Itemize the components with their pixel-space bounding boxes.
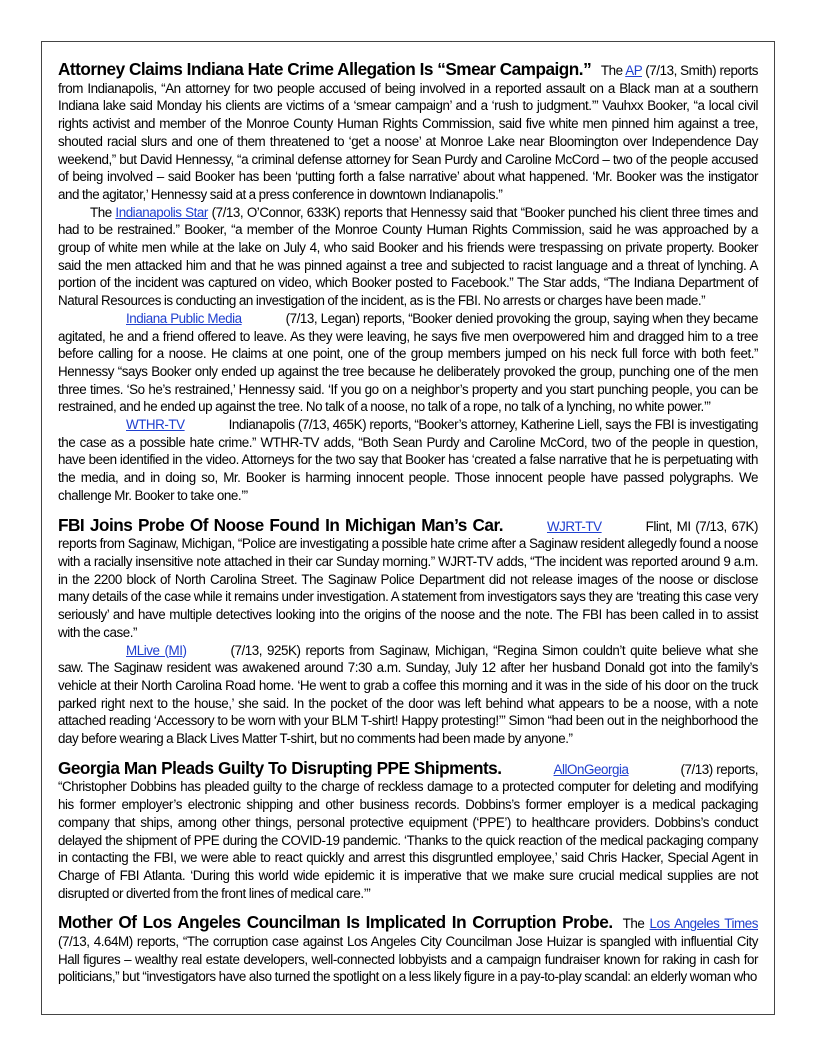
headline: Mother Of Los Angeles Councilman Is Implicated In Corruption Probe.	[58, 912, 613, 933]
source-link-indiana-public-media[interactable]: Indiana Public Media	[126, 310, 242, 326]
text: (7/13, O’Connor, 633K) reports that Hennessy said that “Booker punched his client three times and had to be restrained.” Booker, “a member of the Monroe County Human Rights Commission, said he was approached by a group of white men while at the lake on July 4, who said Booker and his friends were trespassing on private property. Booker said the men attacked him and that he was pinned against a tree and subjected to racist language and a threat of lynching. A portion of the incident was captured on video, which Booker posted to Facebook.” The Star adds, “The Indiana Department of Natural Resources is conducting an investigation of the incident, as is the FBI. No arrests or charges have been made.”	[58, 204, 758, 309]
source-link-wthr-tv[interactable]: WTHR-TV	[126, 417, 185, 433]
text: The	[600, 63, 623, 78]
text: The	[622, 916, 645, 932]
headline: Attorney Claims Indiana Hate Crime Allegation Is “Smear Campaign.”	[58, 59, 592, 79]
paragraph	[58, 757, 758, 903]
source-link-mlive[interactable]: MLive (MI)	[126, 642, 187, 658]
text: (7/13, Smith) reports from Indianapolis, “An attorney for two people accused of being involved in a reported assault on a Black man at a southern Indiana lake said Monday his clients are victims of a ‘smear campaign’ and a ‘rush to judgment.’” Vauhxx Booker, “a local civil rights activist and member of the Monroe County Human Rights Commission, said five white men pinned him against a tree, shouted racial slurs and one of them threatened to ‘get a noose’ at Monroe Lake near Bloomington over Independence Day weekend,” but David Hennessy, “a criminal defense attorney for Sean Purdy and Caroline McCord – two of the people accused of being involved – said Booker has been ‘putting forth a false narrative’ about what happened. ‘Mr. Booker was the instigator and the agitator,’ Hennessy said at a press conference in downtown Indianapolis.”	[58, 63, 758, 202]
text: The	[90, 204, 112, 220]
text: Flint, MI (7/13, 67K) reports from Saginaw, Michigan, “Police are investigating a possible hate crime after a Saginaw resident allegedly found a noose with a racially insensitive note attached in their car Sunday morning.” WJRT-TV adds, “The incident was reported around 9 a.m. in the 2200 block of North Carolina Street. The Saginaw Police Department did not release images of the noose or disclose many details of the case while it remains under investigation. A statement from investigators says they are ‘treating this case very seriously’ and have multiple detectives looking into the origins of the noose and the note. The FBI has been called in to assist with the case.”	[58, 518, 758, 640]
paragraph	[58, 642, 758, 748]
article-michigan-noose	[58, 514, 758, 748]
text: (7/13, Legan) reports, “Booker denied provoking the group, saying when they became agitated, he and a friend offered to leave. As they were leaving, he says five men overpowered him and dragged him to a tree before calling for a noose. He claims at one point, one of the group members jumped on his neck full force with both feet.” Hennessy “says Booker only ended up against the tree because he deliberately provoked the group, punching one of the men three times. ‘So he’s restrained,’ Hennessy said. ‘If you go on a neighbor’s property and you start punching people, you can be restrained, and he ended up against the tree. No talk of a noose, no talk of a rope, no talk of a lynching, no white power.’”	[58, 310, 758, 415]
source-link-allongeorgia[interactable]: AllOnGeorgia	[553, 761, 629, 777]
paragraph	[58, 310, 758, 416]
article-georgia-ppe	[58, 757, 758, 903]
paragraph	[58, 61, 758, 204]
headline: Georgia Man Pleads Guilty To Disrupting PPE Shipments.	[58, 757, 502, 778]
paragraph	[58, 914, 758, 986]
article-indiana-hate-crime	[58, 61, 758, 505]
source-link-wjrt-tv[interactable]: WJRT-TV	[546, 518, 602, 534]
text: Indianapolis (7/13, 465K) reports, “Booker’s attorney, Katherine Liell, says the FBI is investigating the case as a possible hate crime.” WTHR-TV adds, “Both Sean Purdy and Caroline McCord, two of the people in question, have been identified in the video. Attorneys for the two say that Booker has ‘created a false narrative that he is perpetuating with the media, and in doing so, Mr. Booker is harming innocent people. Those innocent people have passed polygraphs. We challenge Mr. Booker to take one.’”	[58, 417, 758, 503]
paragraph	[58, 416, 758, 505]
source-link-indianapolis-star[interactable]: Indianapolis Star	[115, 204, 208, 220]
source-link-ap[interactable]: AP	[625, 63, 642, 78]
headline: FBI Joins Probe Of Noose Found In Michigan Man’s Car.	[58, 514, 503, 535]
paragraph	[58, 514, 758, 642]
source-link-los-angeles-times[interactable]: Los Angeles Times	[649, 916, 758, 932]
text: (7/13, 4.64M) reports, “The corruption case against Los Angeles City Councilman Jose Huizar is spangled with influential City Hall figures – wealthy real estate developers, well-connected lobbyists and a campaign fundraiser known for raking in cash for politicians,” but “investigators have also turned the spotlight on a less likely figure in a pay-to-play scandal: an elderly woman who	[58, 934, 758, 985]
article-la-councilman	[58, 914, 758, 986]
text: (7/13) reports, “Christopher Dobbins has pleaded guilty to the charge of reckless damage to a protected computer for deleting and modifying his former employer’s electronic shipping and other business records. Dobbins’s former employer is a medical packaging company that ships, among other things, personal protective equipment (‘PPE’) to healthcare providers. Dobbins’s conduct delayed the shipment of PPE during the COVID-19 pandemic. ‘Thanks to the quick reaction of the medical packaging company in contacting the FBI, we were able to react quickly and arrest this disgruntled employee,’ said Chris Hacker, Special Agent in Charge of FBI Atlanta. ‘During this world wide epidemic it is imperative that we make sure crucial medical supplies are not disrupted or diverted from the front lines of medical care.’”	[58, 761, 758, 901]
text: (7/13, 925K) reports from Saginaw, Michigan, “Regina Simon couldn’t quite believe what she saw. The Saginaw resident was awakened around 7:30 a.m. Sunday, July 12 after her husband Donald got into the family’s vehicle at their North Carolina Road home. ‘He went to grab a coffee this morning and it was in the side of his door on the truck parked right next to the house,’ she said. In the pocket of the door was left behind what appears to be a noose, with a note attached reading ‘Accessory to be worn with your BLM T-shirt! Happy protesting!’” Simon “had been out in the neighborhood the day before wearing a Black Lives Matter T-shirt, but no comments had been made by anyone.”	[58, 642, 758, 747]
document-body	[58, 61, 758, 998]
paragraph	[58, 204, 758, 310]
